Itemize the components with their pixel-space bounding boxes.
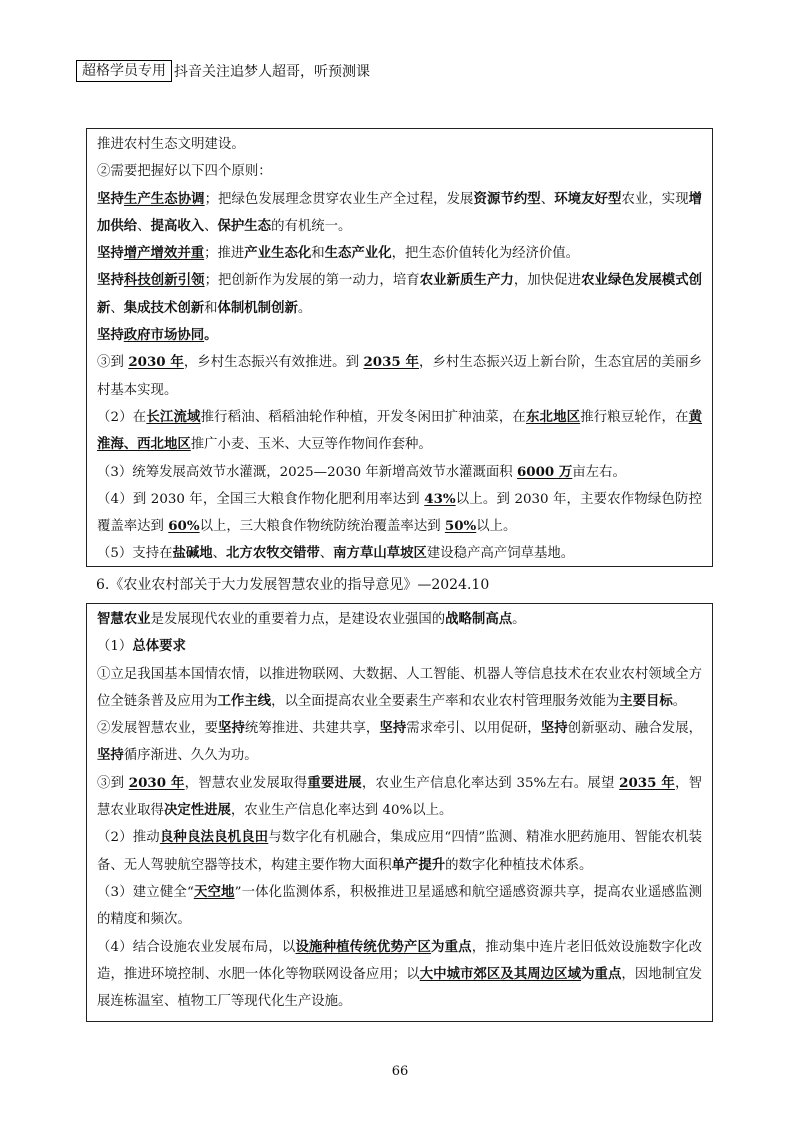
text-span: ，乡村生态振兴迈上新台阶，生态宜居的美丽乡村基本实现。 <box>97 355 702 398</box>
list-item <box>97 459 702 486</box>
text-span: 和 <box>204 300 218 316</box>
text-span: （2）推动 <box>97 830 160 846</box>
text-span: 的数字化种植技术体系。 <box>445 857 593 873</box>
text-span: 黄淮海、西北地区 <box>97 408 703 453</box>
text-span: 盐碱地 <box>172 545 213 562</box>
text-span: ，智慧农业取得 <box>97 775 703 819</box>
text-span: 、 <box>540 191 555 207</box>
requirement-paragraph <box>97 715 702 770</box>
principle-paragraph <box>97 267 702 322</box>
text-span: 决定性进展 <box>163 802 231 819</box>
text-span: 科技创新引领 <box>123 272 205 289</box>
text-span: ①立足我国基本国情农情，以推进物联网、大数据、人工智能、机器人等信息技术在农业农村领域全方位全链条普及应用为 <box>97 666 702 709</box>
content-box-ecology <box>86 128 713 567</box>
subheading <box>97 633 702 660</box>
list-item <box>97 486 702 541</box>
text-span: 需求牵引、以用促研， <box>406 721 541 737</box>
text-span: ，农业生产信息化率达到 35%左右。展望 <box>361 775 620 791</box>
text-span: ③到 <box>97 775 129 791</box>
text-span: 增加供给 <box>97 190 703 234</box>
text-span: 农业，实现 <box>621 191 689 207</box>
text-span: 体制机制创新 <box>217 299 298 316</box>
text-span: 农业新质生产力 <box>419 272 514 289</box>
text-span: 坚持 <box>97 272 124 289</box>
text-span: 为重点 <box>431 938 472 955</box>
text-span: 6000 万 <box>516 463 573 480</box>
text-span: 大中城市郊区及其周边区域 <box>419 965 582 982</box>
text-span: ，把生态价值转化为经济价值。 <box>391 246 580 262</box>
text-span: ，推动集中连片老旧低效设施数字化改造，推进环境控制、水肥一体化等物联网设备应用；以 <box>97 939 703 982</box>
principle-paragraph <box>97 322 702 349</box>
target-paragraph <box>97 349 702 404</box>
text-span: 长江流域 <box>146 408 201 425</box>
text-span: 提高收入 <box>150 217 205 234</box>
text-span: 循序渐进、久久为功。 <box>123 748 258 764</box>
text-span: ；推进 <box>204 246 245 262</box>
text-span: ，以全面提高农业全要素生产率和农业农村管理服务效能为 <box>271 693 620 709</box>
list-item <box>97 404 702 459</box>
list-item <box>97 934 702 1016</box>
text-span: 坚持 <box>218 720 245 737</box>
text-span: 资源节约型 <box>473 190 541 207</box>
text-span: ，智慧农业发展取得 <box>184 775 308 791</box>
text-span: 亩左右。 <box>572 464 626 480</box>
text-span: （5）支持在 <box>97 546 173 562</box>
text-span: 增产增效并重 <box>123 245 205 262</box>
text-span: 推行稻油、稻稻油轮作种植，开发冬闲田扩种油菜，在 <box>200 409 526 425</box>
text-span: 、 <box>319 546 334 562</box>
text-span: 统筹推进、共建共享， <box>244 721 380 737</box>
text-span: 推行粮豆轮作，在 <box>580 409 689 425</box>
text-span: （4）到 2030 年，全国三大粮食作物化肥利用率达到 <box>97 491 425 507</box>
text-span: 生产生态协调 <box>123 190 205 207</box>
text-span: 是发展现代农业的重要着力点，是建设农业强国的 <box>150 612 446 627</box>
text-span: 。 <box>204 327 218 344</box>
text-span: 以上，三大粮食作物统防统治覆盖率达到 <box>199 519 445 535</box>
header-badge: 超格学员专用 <box>76 60 172 82</box>
content-box-smart-agriculture <box>86 603 713 1022</box>
text-span: （1） <box>97 639 133 655</box>
text-span: 产业生态化 <box>244 245 312 262</box>
text-span: （3）建立健全“ <box>97 884 194 900</box>
text-span: 坚持 <box>97 190 124 207</box>
text-span: 保护生态 <box>217 217 272 234</box>
principle-paragraph <box>97 240 702 267</box>
text-span: 、 <box>212 546 227 562</box>
text-line: 推进农村生态文明建设。 <box>97 137 245 152</box>
text-line: ②需要把握好以下四个原则： <box>97 164 272 180</box>
text-span: 。 <box>297 300 312 316</box>
text-span: 43% <box>424 490 456 507</box>
text-span: 集成技术创新 <box>123 299 205 316</box>
text-span: ；把绿色发展理念贯穿农业生产全过程，发展 <box>204 191 474 207</box>
text-span: 2035 年 <box>619 774 675 791</box>
text-span: ，乡村生态振兴有效推进。到 <box>183 355 364 371</box>
intro-paragraph <box>97 606 702 633</box>
text-span: 的有机统一。 <box>271 218 352 234</box>
header-text: 抖音关注追梦人超哥，听预测课 <box>174 64 370 80</box>
text-span: 以上。到 2030 年，主要农作物绿色防控覆盖率达到 <box>97 491 702 535</box>
text-span: （3）统筹发展高效节水灌溉，2025—2030 年新增高效节水灌溉面积 <box>97 464 517 480</box>
text-span: 与数字化有机融合，集成应用“四情”监测、精准水肥药施用、智能农机装备、无人驾驶航空器等技术，构建主要作物大面积 <box>97 830 702 873</box>
text-span: 北方农牧交错带 <box>226 545 320 562</box>
text-span: 、 <box>110 300 124 316</box>
text-span: 、 <box>204 218 218 234</box>
text-span: 坚持 <box>97 327 124 344</box>
text-span: 2030 年 <box>128 774 185 791</box>
list-item <box>97 824 702 879</box>
text-span: 50% <box>444 518 477 535</box>
text-span: 推广小麦、玉米、大豆等作物间作套种。 <box>190 437 432 453</box>
text-span: 和 <box>311 246 325 262</box>
text-span: （2）在 <box>97 409 147 425</box>
text-span: 60% <box>168 518 200 535</box>
page-header <box>76 60 370 82</box>
text-span: 主要目标 <box>619 692 673 709</box>
text-span: 创新驱动、融合发展， <box>567 721 703 737</box>
text-span: 生态产业化 <box>324 245 392 262</box>
text-span: 政府市场协同 <box>123 327 205 344</box>
page-number: 66 <box>391 1064 409 1079</box>
text-span: 、 <box>137 218 151 234</box>
text-span: 单产提升 <box>391 856 446 873</box>
text-span: 智慧农业 <box>97 611 151 627</box>
text-span: ②发展智慧农业，要 <box>97 721 219 737</box>
text-span: 良种良法良机良田 <box>159 829 269 846</box>
text-span: 为重点 <box>581 965 622 982</box>
text-span: 设施种植传统优势产区 <box>295 938 432 955</box>
text-span: 重要进展 <box>307 774 362 791</box>
text-span: 坚持 <box>97 747 124 764</box>
section-title: 6.《农业农村部关于大力发展智慧农业的指导意见》—2024.10 <box>96 577 490 593</box>
principle-paragraph <box>97 186 702 241</box>
list-item <box>97 879 702 934</box>
text-span: ，因地制宜发展连栋温室、植物工厂等现代化生产设施。 <box>97 966 703 1010</box>
text-span: 以上。 <box>476 519 517 535</box>
text-span: 。 <box>672 693 687 709</box>
text-span: 坚持 <box>379 720 407 737</box>
text-span: 天空地 <box>193 883 235 900</box>
text-span: 总体要求 <box>132 638 186 655</box>
list-item <box>97 540 702 567</box>
text-span: 工作主线 <box>217 692 272 709</box>
text-span: 农业绿色发展模式创新 <box>97 272 703 316</box>
text-span: ，农业生产信息化率达到 40%以上。 <box>230 803 453 819</box>
text-span: 南方草山草坡区 <box>333 545 427 562</box>
requirement-paragraph <box>97 661 702 716</box>
text-span: ，加快促进 <box>513 273 582 289</box>
text-span: 建设稳产高产饲草基地。 <box>426 546 575 562</box>
text-span: ；把创新作为发展的第一动力，培育 <box>204 273 420 289</box>
text-span: 东北地区 <box>525 408 581 425</box>
text-span: 坚持 <box>97 245 124 262</box>
text-span: 战略制高点 <box>445 611 513 627</box>
text-span: 坚持 <box>540 720 568 737</box>
text-span: ③到 <box>97 355 129 371</box>
text-span: （4）结合设施农业发展布局，以 <box>97 939 296 955</box>
text-span: 2030 年 <box>128 354 184 371</box>
target-paragraph <box>97 770 702 825</box>
text-span: 环境友好型 <box>554 190 622 207</box>
text-span: 。 <box>512 612 526 627</box>
text-span: ”一体化监测体系，积极推进卫星遥感和航空遥感资源共享，提高农业遥感监测的精度和频次。 <box>97 884 702 928</box>
text-span: 2035 年 <box>363 354 419 371</box>
